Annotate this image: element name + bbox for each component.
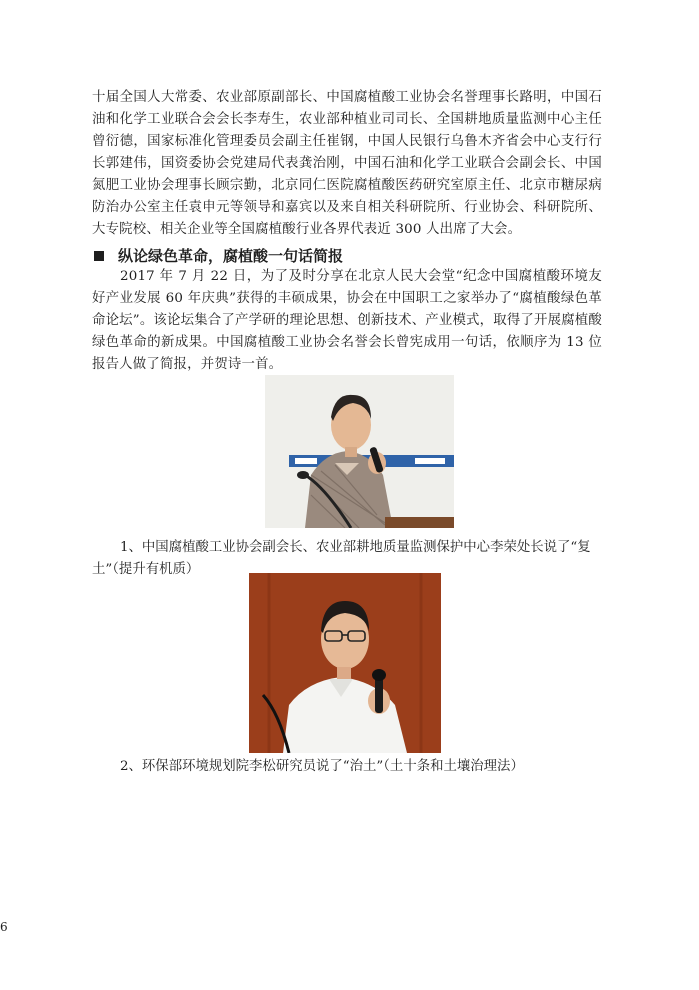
- speaker-photo-2: [249, 573, 441, 753]
- speaker-photo-1-drawing: [265, 375, 454, 528]
- section-paragraph: 2017 年 7 月 22 日，为了及时分享在北京人民大会堂“纪念中国腐植酸环境友好产业发展 60 年庆典”获得的丰硕成果，协会在中国职工之家举办了“腐植酸绿色革命论坛”。该论坛集合了产学研的理论思想、创新技术、产业模式，取得了开展腐植酸绿色革命的新成果。中国腐植酸工业协会名誉会长曾宪成用一句话，依顺序为 13 位报告人做了简报，并贺诗一首。: [92, 269, 602, 372]
- speaker-photo-1: [265, 375, 454, 528]
- section-heading: [92, 245, 602, 267]
- intro-paragraph: 十届全国人大常委、农业部原副部长、中国腐植酸工业协会名誉理事长路明，中国石油和化学工业联合会会长李寿生，农业部种植业司司长、全国耕地质量监测中心主任曾衍德，国家标准化管理委员会副主任崔钢，中国人民银行乌鲁木齐省会中心支行行长郭建伟，国资委协会党建局代表龚治刚，中国石油和化学工业联合会副会长、中国氮肥工业协会理事长顾宗勤，北京同仁医院腐植酸医药研究室原主任、北京市糖尿病防治办公室主任袁申元等领导和嘉宾以及来自相关科研院所、行业协会、科研院所、大专院校、相关企业等全国腐植酸行业各界代表近 300 人出席了大会。: [92, 90, 602, 237]
- square-bullet-icon: [94, 251, 104, 261]
- photo-caption-1: 1、中国腐植酸工业协会副会长、农业部耕地质量监测保护中心李荣处长说了“复土”（提升有机质）: [92, 540, 591, 577]
- page-number: 6: [0, 920, 8, 934]
- photo-caption-2: 2、环保部环境规划院李松研究员说了“治土”（土十条和土壤治理法）: [120, 759, 524, 774]
- speaker-photo-2-drawing: [249, 573, 441, 753]
- section-heading-text: 纵论绿色革命，腐植酸一句话简报: [118, 247, 344, 265]
